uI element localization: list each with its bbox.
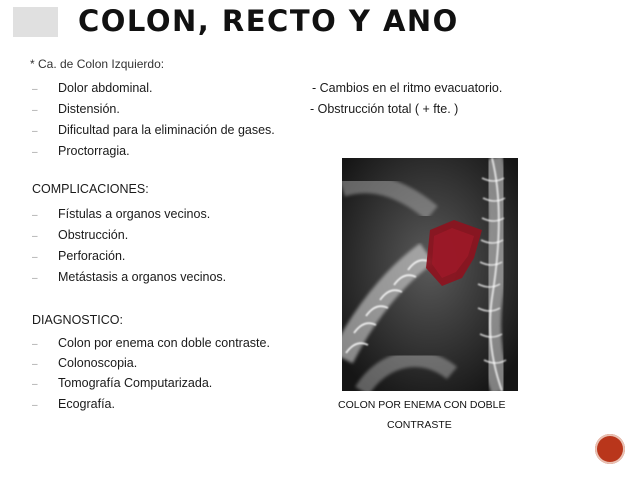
complicaciones-heading: COMPLICACIONES: [32, 182, 149, 196]
list-item-text: Dificultad para la eliminación de gases. [58, 123, 275, 137]
list-item-text: Colonoscopia. [58, 356, 138, 370]
right-item: - Cambios en el ritmo evacuatorio. [312, 81, 503, 95]
list-item-text: Perforación. [58, 249, 126, 263]
list-item-text: Metástasis a organos vecinos. [58, 270, 227, 284]
bullet-dash: – [32, 339, 38, 350]
list-item-text: Ecografía. [58, 397, 115, 411]
xray-image [342, 158, 518, 391]
list-item-text: Distensión. [58, 102, 120, 116]
list-item-text: Obstrucción. [58, 228, 129, 242]
bullet-dash: – [32, 126, 38, 137]
list-item-text: Tomografía Computarizada. [58, 376, 213, 390]
right-item: - Obstrucción total ( + fte. ) [310, 102, 459, 116]
image-caption-line2: CONTRASTE [387, 419, 452, 431]
title-accent-bar [13, 7, 58, 37]
intro-text: * Ca. de Colon Izquierdo: [30, 57, 165, 71]
slide-title: COLON, RECTO Y ANO [78, 4, 459, 38]
bullet-dash: – [32, 231, 38, 242]
bullet-dash: – [32, 147, 38, 158]
list-item-text: Fístulas a organos vecinos. [58, 207, 211, 221]
logo-icon [595, 434, 625, 464]
list-item-text: Colon por enema con doble contraste. [58, 336, 270, 350]
list-item-text: Proctorragia. [58, 144, 130, 158]
bullet-dash: – [32, 273, 38, 284]
bullet-dash: – [32, 252, 38, 263]
diagnostico-heading: DIAGNOSTICO: [32, 313, 123, 327]
bullet-dash: – [32, 379, 38, 390]
bullet-dash: – [32, 359, 38, 370]
bullet-dash: – [32, 105, 38, 116]
bullet-dash: – [32, 400, 38, 411]
colon-xray-illustration [342, 158, 518, 391]
bullet-dash: – [32, 210, 38, 221]
image-caption-line1: COLON POR ENEMA CON DOBLE [338, 399, 506, 411]
list-item-text: Dolor abdominal. [58, 81, 153, 95]
bullet-dash: – [32, 84, 38, 95]
